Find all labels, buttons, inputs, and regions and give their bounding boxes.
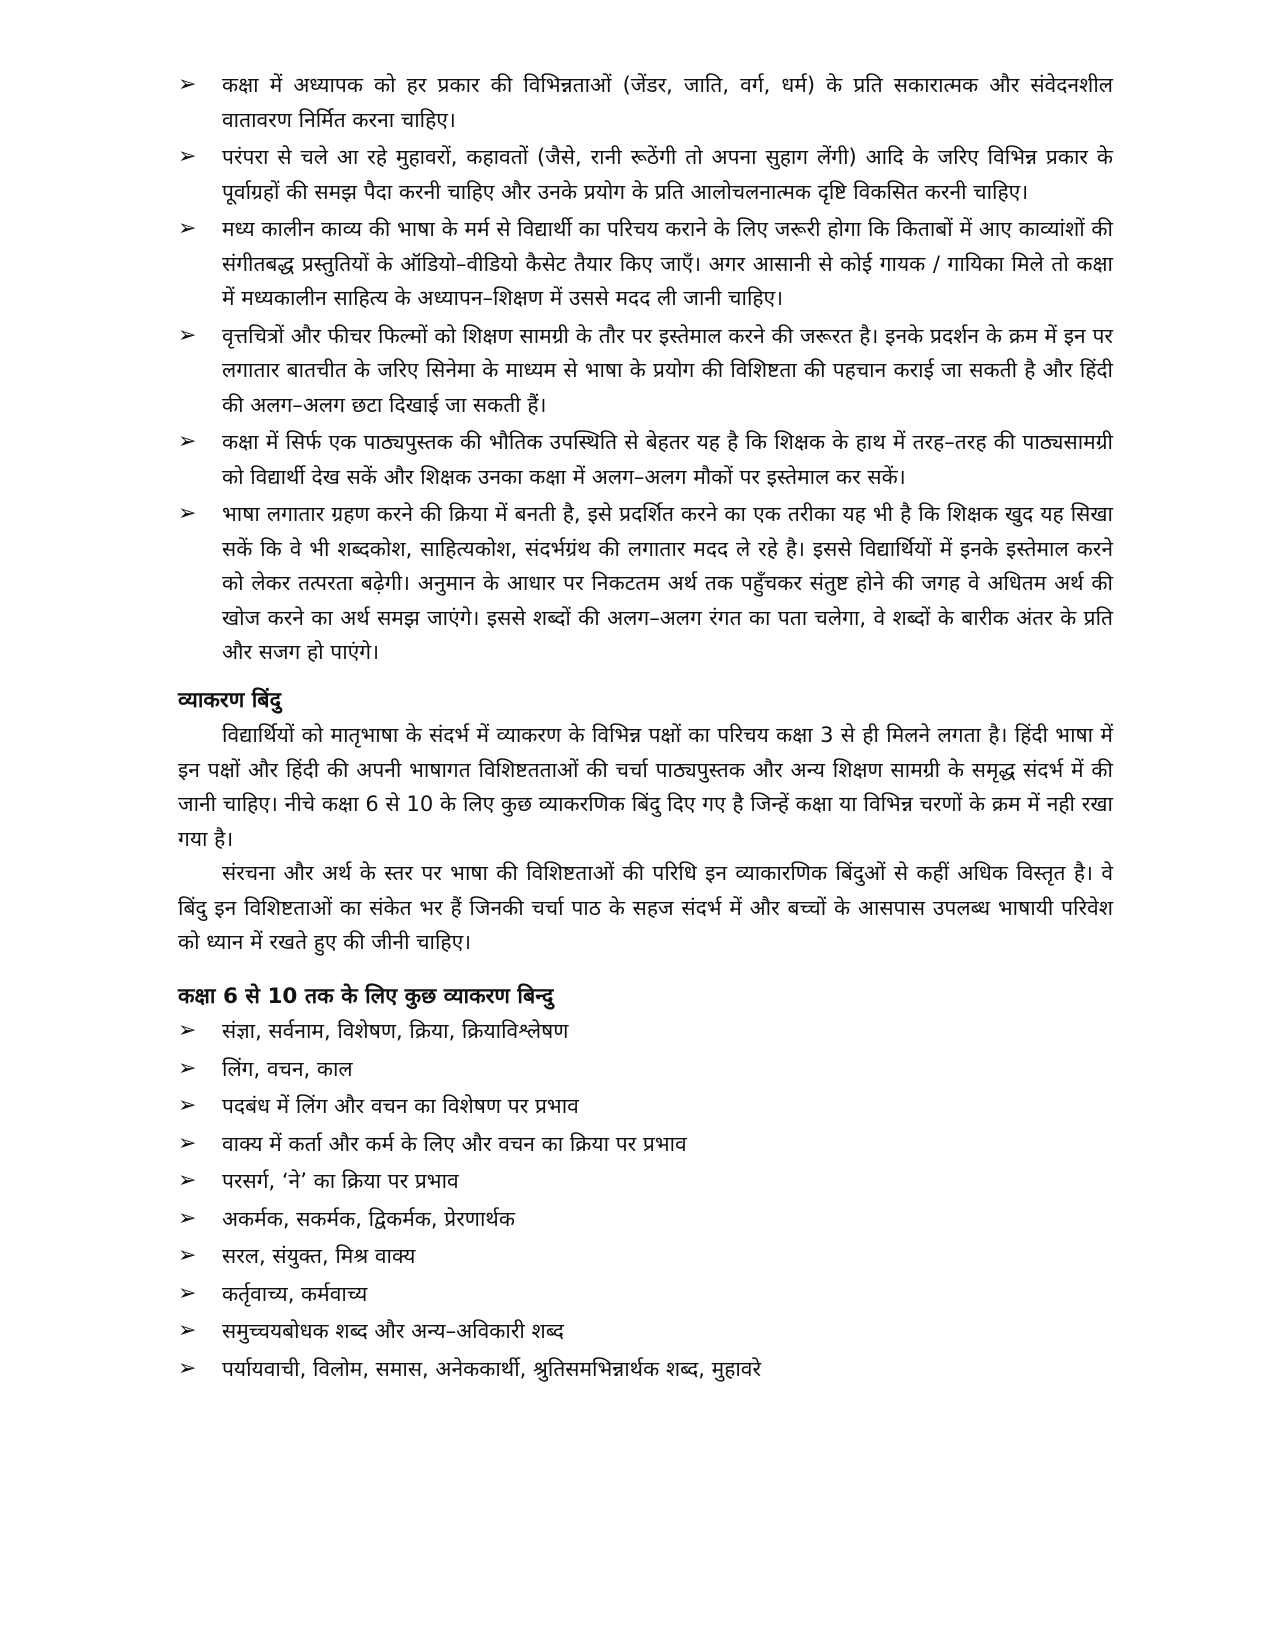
list-item-text: वृत्तचित्रों और फीचर फिल्मों को शिक्षण सामग्री के तौर पर इस्तेमाल करने की जरूरत है। इनके प्रदर्शन के क्रम में इन पर लगातार बातचीत के जरिए सिनेमा के माध्यम से भाषा के प्रयोग की विशिष्टता की पहचान कराई जा सकती है और हिंदी की अलग–अलग छटा दिखाई जा सकती हैं। [222,323,1113,417]
list-item-text: अकर्मक, सकर्मक, द्विकर्मक, प्रेरणार्थक [222,1206,515,1231]
list-item-text: पर्यायवाची, विलोम, समास, अनेककार्थी, श्रुतिसमभिन्नार्थक शब्द, मुहावरे [222,1356,762,1381]
list-item [178,140,1113,209]
list-item [178,319,1113,423]
list-item [178,212,1113,316]
list-item-text: मध्य कालीन काव्य की भाषा के मर्म से विद्यार्थी का परिचय कराने के लिए जरूरी होगा कि किताबों में आए काव्यांशों की संगीतबद्ध प्रस्तुतियों के ऑडियो–वीडियो कैसेट तैयार किए जाएँ। अगर आसानी से कोई गायक / गायिका मिले तो कक्षा में मध्यकालीन साहित्य के अध्यापन–शिक्षण में उससे मदद ली जानी चाहिए। [222,217,1113,310]
arrow-bullet-icon: ➢ [178,1055,197,1081]
list-item-text: परसर्ग, ‘ने’ का क्रिया पर प्रभाव [222,1169,459,1193]
arrow-bullet-icon: ➢ [178,1355,197,1381]
list-item [178,1352,1113,1388]
list-item [178,68,1113,137]
arrow-bullet-icon: ➢ [178,1318,197,1343]
grammar-paragraph-2: संरचना और अर्थ के स्तर पर भाषा की विशिष्टताओं की परिधि इन व्याकारणिक बिंदुओं से कहीं अधिक विस्तृत है। वे बिंदु इन विशिष्टताओं का संकेत भर हैं जिनकी चर्चा पाठ के सहज संदर्भ में और बच्चों के आसपास उपलब्ध भाषायी परिवेश को ध्यान में रखते हुए की जीनी चाहिए। [178,861,1113,954]
grammar-points-heading: व्याकरण बिंदु [178,687,281,713]
arrow-bullet-icon: ➢ [178,216,197,241]
document-page [178,68,1113,1389]
arrow-bullet-icon: ➢ [178,72,197,97]
list-item [178,497,1113,670]
list-item [178,1314,1113,1350]
list-item-text: संज्ञा, सर्वनाम, विशेषण, क्रिया, क्रियाविश्लेषण [222,1019,569,1043]
class-6-10-grammar-heading: कक्षा 6 से 10 तक के लिए कुछ व्याकरण बिन्दु [178,983,554,1009]
list-item [178,1052,1113,1088]
list-item-text: कर्तृवाच्य, कर्मवाच्य [222,1281,368,1306]
teaching-guidelines-list [178,68,1113,670]
list-item-text: कक्षा में सिर्फ एक पाठ्यपुस्तक की भौतिक उपस्थिति से बेहतर यह है कि शिक्षक के हाथ में तरह–तरह की पाठ्यसामग्री को विद्यार्थी देख सकें और शिक्षक उनका कक्षा में अलग–अलग मौकों पर इस्तेमाल कर सकें। [222,430,1113,489]
arrow-bullet-icon: ➢ [178,1243,197,1268]
list-item-text: कक्षा में अध्यापक को हर प्रकार की विभिन्नताओं (जेंडर, जाति, वर्ग, धर्म) के प्रति सकारात्मक और संवेदनशील वातावरण निर्मित करना चाहिए। [222,73,1113,132]
list-item [178,1202,1113,1238]
list-item [178,1127,1113,1163]
list-item [178,1014,1113,1050]
list-item [178,1089,1113,1125]
arrow-bullet-icon: ➢ [178,1280,197,1306]
arrow-bullet-icon: ➢ [178,501,197,526]
arrow-bullet-icon: ➢ [178,144,197,169]
arrow-bullet-icon: ➢ [178,1205,197,1231]
list-item [178,425,1113,494]
arrow-bullet-icon: ➢ [178,1130,197,1156]
list-item [178,1277,1113,1313]
list-item-text: समुच्चयबोधक शब्द और अन्य–अविकारी शब्द [222,1319,564,1343]
arrow-bullet-icon: ➢ [178,322,197,348]
list-item-text: वाक्य में कर्ता और कर्म के लिए और वचन का क्रिया पर प्रभाव [222,1131,687,1156]
list-item [178,1164,1113,1200]
arrow-bullet-icon: ➢ [178,1093,197,1118]
arrow-bullet-icon: ➢ [178,1168,197,1193]
list-item-text: लिंग, वचन, काल [222,1056,353,1081]
grammar-paragraph-1: विद्यार्थियों को मातृभाषा के संदर्भ में व्याकरण के विभिन्न पक्षों का परिचय कक्षा 3 से ही मिलने लगता है। हिंदी भाषा में इन पक्षों और हिंदी की अपनी भाषागत विशिष्टतताओं की चर्चा पाठ्यपुस्तक और अन्य शिक्षण सामग्री के समृद्ध संदर्भ में की जानी चाहिए। नीचे कक्षा 6 से 10 के लिए कुछ व्याकरणिक बिंदु दिए गए है जिन्हें कक्षा या विभिन्न चरणों के क्रम में नही रखा गया है। [178,723,1113,851]
list-item-text: परंपरा से चले आ रहे मुहावरों, कहावतों (जैसे, रानी रूठेंगी तो अपना सुहाग लेंगी) आदि के जरिए विभिन्न प्रकार के पूर्वाग्रहों की समझ पैदा करनी चाहिए और उनके प्रयोग के प्रति आलोचलनात्मक दृष्टि विकसित करनी चाहिए। [222,145,1113,204]
list-item [178,1239,1113,1275]
list-item-text: सरल, संयुक्त, मिश्र वाक्य [222,1244,416,1268]
arrow-bullet-icon: ➢ [178,429,197,454]
arrow-bullet-icon: ➢ [178,1018,197,1043]
list-item-text: पदबंध में लिंग और वचन का विशेषण पर प्रभाव [222,1094,579,1118]
grammar-points-list [178,1014,1113,1387]
list-item-text: भाषा लगातार ग्रहण करने की क्रिया में बनती है, इसे प्रदर्शित करने का एक तरीका यह भी है कि शिक्षक खुद यह सिखा सकें कि वे भी शब्दकोश, साहित्यकोश, संदर्भग्रंथ की लगातार मदद ले रहे है। इससे विद्यार्थियों में इनके इस्तेमाल करने को लेकर तत्परता बढ़ेगी। अनुमान के आधार पर निकटतम अर्थ तक पहुँचकर संतुष्ट होने की जगह वे अधितम अर्थ की खोज करने का अर्थ समझ जाएंगे। इससे शब्दों की अलग–अलग रंगत का पता चलेगा, वे शब्दों के बारीक अंतर के प्रति और सजग हो पाएंगे। [222,502,1113,664]
